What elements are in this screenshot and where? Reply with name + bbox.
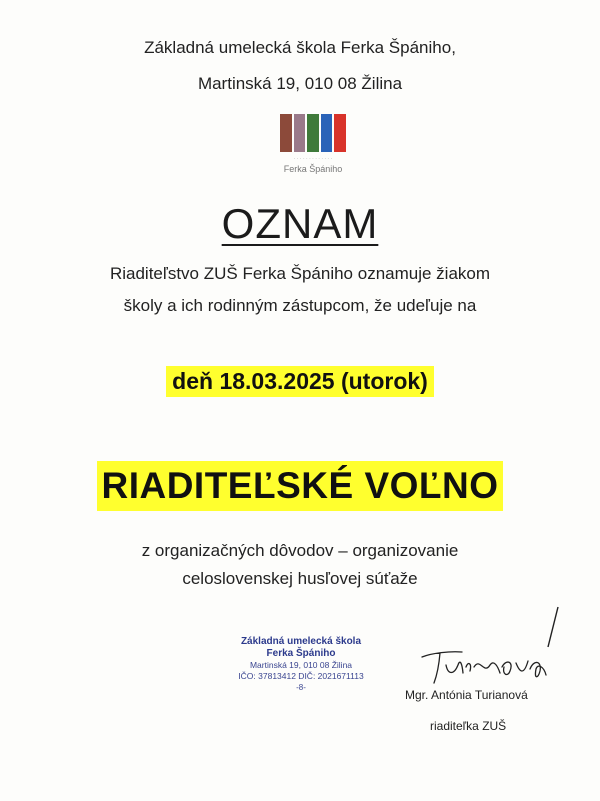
logo-block-2	[294, 114, 306, 152]
school-address: Martinská 19, 010 08 Žilina	[197, 74, 403, 93]
stamp-line-2: Ferka Špániho	[266, 648, 336, 659]
stamp-address: Martinská 19, 010 08 Žilina	[249, 660, 353, 670]
reason-line-1: z organizačných dôvodov – organizovanie	[141, 541, 459, 560]
reason-line-2: celoslovenskej husľovej súťaže	[182, 569, 418, 588]
intro-line-1: Riaditeľstvo ZUŠ Ferka Špániho oznamuje žiakom	[109, 264, 491, 283]
logo-blocks	[280, 114, 346, 152]
school-stamp	[216, 636, 386, 693]
holiday-date: deň 18.03.2025 (utorok)	[166, 366, 434, 397]
logo-block-3	[307, 114, 319, 152]
signer-role: riaditeľka ZUŠ	[430, 719, 507, 733]
date-row	[0, 366, 600, 397]
holiday-heading: RIADITEĽSKÉ VOĽNO	[97, 461, 502, 511]
holiday-row	[0, 461, 600, 511]
intro-line-2: školy a ich rodinným zástupcom, že udeľuje na	[123, 296, 477, 315]
logo-block-5	[334, 114, 346, 152]
logo-block-4	[321, 114, 333, 152]
signature-stroke-1	[548, 607, 558, 647]
handwritten-signature	[410, 605, 570, 695]
logo-subtext: · · · · · · · · · · · · ·	[293, 156, 333, 162]
notice-title	[0, 200, 600, 248]
stamp-line-1: Základná umelecká škola	[240, 636, 362, 647]
signer-name: Mgr. Antónia Turianová	[405, 688, 528, 702]
stamp-ids: IČO: 37813412 DIČ: 2021671113	[238, 671, 364, 681]
logo-name: Ferka Špániho	[283, 164, 343, 174]
signature-stroke-2	[422, 652, 546, 683]
school-name: Základná umelecká škola Ferka Špániho,	[144, 38, 456, 57]
stamp-number: -8-	[296, 683, 306, 692]
notice-title-text: OZNAM	[221, 200, 379, 247]
logo-block-1	[280, 114, 292, 152]
school-logo	[280, 114, 350, 180]
